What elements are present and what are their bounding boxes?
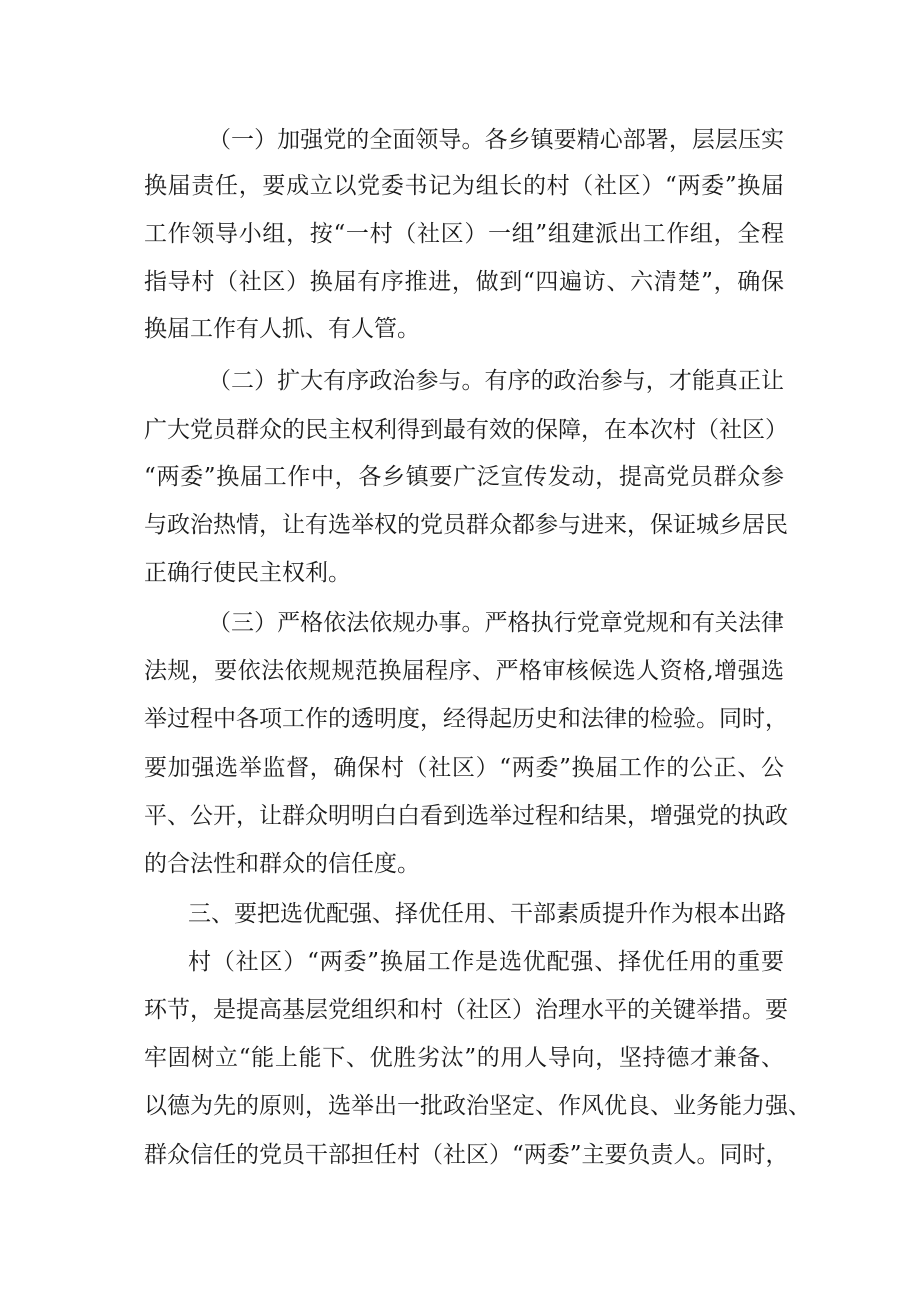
section1-line-5: 换届工作有人抓、有人管。 (144, 316, 420, 342)
section2-line-1: （二）扩大有序政治参与。有序的政治参与，才能真正让 (208, 368, 784, 394)
section2-line-4: 与政治热情，让有选举权的党员群众都参与进来，保证城乡居民 (144, 512, 788, 538)
section4-line-3: 牢固树立“能上能下、优胜劣汰”的用人导向，坚持德才兼备、 (144, 1045, 784, 1071)
section3-line-6: 的合法性和群众的信任度。 (144, 851, 420, 877)
section1-line-3: 工作领导小组，按“一村（社区）一组”组建派出工作组，全程 (144, 221, 784, 247)
section2-line-3: “两委”换届工作中，各乡镇要广泛宣传发动，提高党员群众参 (144, 464, 784, 490)
section2-line-5: 正确行使民主权利。 (144, 560, 351, 586)
section3-line-5: 平、公开，让群众明明白白看到选举过程和结果，增强党的执政 (144, 803, 788, 829)
section1-line-2: 换届责任，要成立以党委书记为组长的村（社区）“两委”换届 (144, 173, 784, 199)
section4-line-5: 群众信任的党员干部担任村（社区）“两委”主要负责人。同时， (144, 1142, 789, 1168)
section3-line-3: 举过程中各项工作的透明度，经得起历史和法律的检验。同时， (144, 706, 788, 732)
section4-line-4: 以德为先的原则，选举出一批政治坚定、作风优良、业务能力强、 (144, 1093, 811, 1119)
section4-line-2: 环节，是提高基层党组织和村（社区）治理水平的关键举措。要 (144, 997, 788, 1023)
section2-line-2: 广大党员群众的民主权利得到最有效的保障，在本次村（社区） (144, 417, 788, 443)
section3-line-2: 法规，要依法依规规范换届程序、严格审核候选人资格,增强选 (144, 658, 784, 684)
section1-line-1: （一）加强党的全面领导。各乡镇要精心部署，层层压实 (208, 127, 784, 153)
section3-line-1: （三）严格依法依规办事。严格执行党章党规和有关法律 (208, 610, 784, 636)
section1-line-4: 指导村（社区）换届有序推进，做到“四遍访、六清楚”，确保 (144, 269, 784, 295)
section3-line-4: 要加强选举监督，确保村（社区）“两委”换届工作的公正、公 (144, 755, 784, 781)
section-heading-3: 三、要把选优配强、择优任用、干部素质提升作为根本出路 (188, 901, 786, 927)
section4-line-1: 村（社区）“两委”换届工作是选优配强、择优任用的重要 (188, 949, 784, 975)
